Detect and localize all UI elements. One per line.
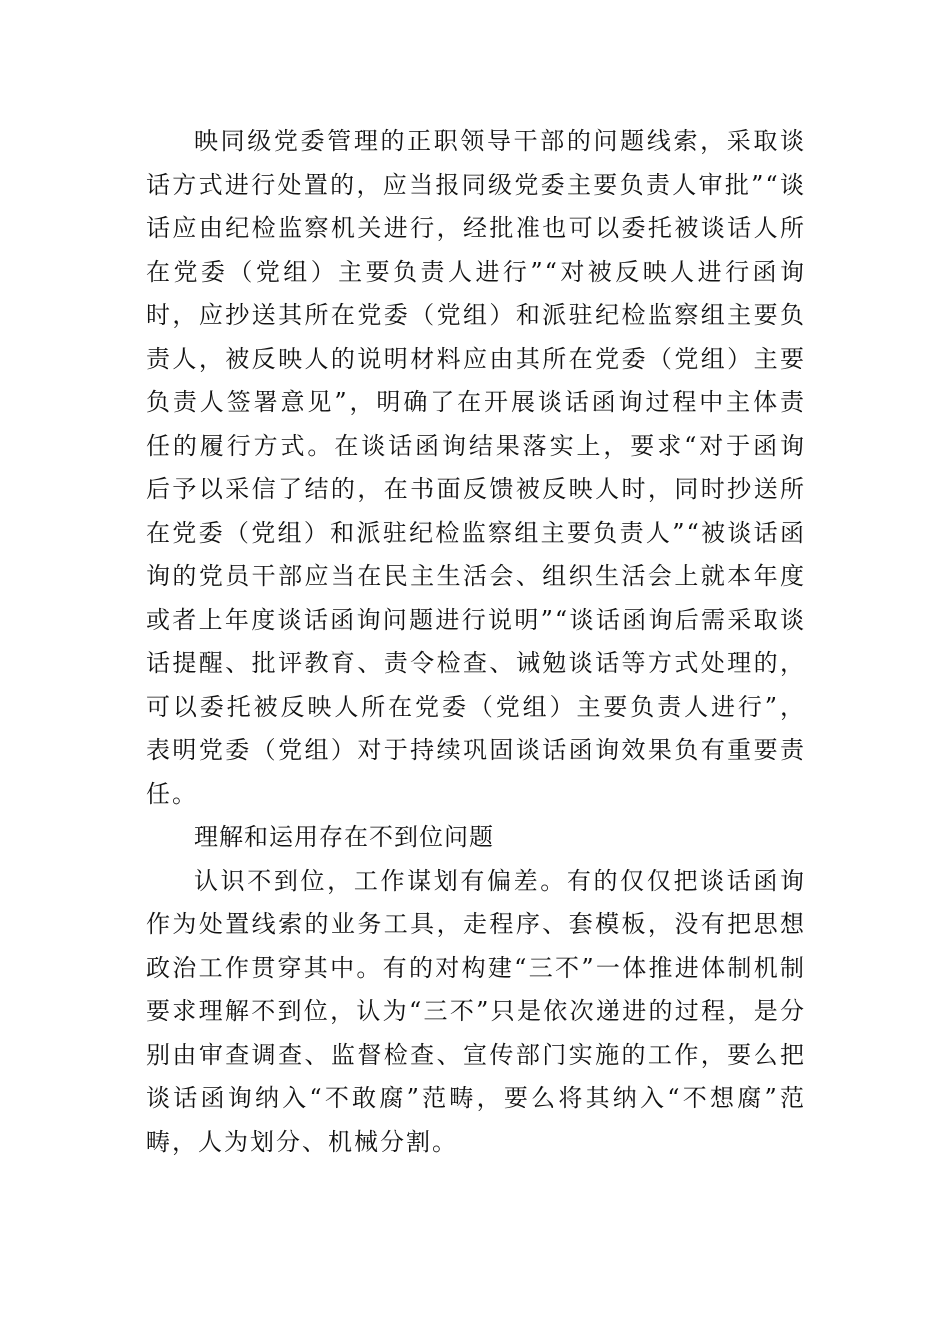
document-body	[146, 120, 806, 1164]
body-paragraph: 认识不到位，工作谋划有偏差。有的仅仅把谈话函询作为处置线索的业务工具，走程序、套模板，没有把思想政治工作贯穿其中。有的对构建“三不”一体推进体制机制要求理解不到位，认为“三不”只是依次递进的过程，是分别由审查调查、监督检查、宣传部门实施的工作，要么把谈话函询纳入“不敢腐”范畴，要么将其纳入“不想腐”范畴，人为划分、机械分割。	[146, 866, 806, 1156]
body-paragraph: 映同级党委管理的正职领导干部的问题线索，采取谈话方式进行处置的，应当报同级党委主要负责人审批”“谈话应由纪检监察机关进行，经批准也可以委托被谈话人所在党委（党组）主要负责人进行”“对被反映人进行函询时，应抄送其所在党委（党组）和派驻纪检监察组主要负责人，被反映人的说明材料应由其所在党委（党组）主要负责人签署意见”，明确了在开展谈话函询过程中主体责任的履行方式。在谈话函询结果落实上，要求“对于函询后予以采信了结的，在书面反馈被反映人时，同时抄送所在党委（党组）和派驻纪检监察组主要负责人”“被谈话函询的党员干部应当在民主生活会、组织生活会上就本年度或者上年度谈话函询问题进行说明”“谈话函询后需采取谈话提醒、批评教育、责令检查、诫勉谈话等方式处理的，可以委托被反映人所在党委（党组）主要负责人进行”，表明党委（党组）对于持续巩固谈话函询效果负有重要责任。	[146, 127, 806, 808]
section-heading: 理解和运用存在不到位问题	[194, 823, 494, 851]
